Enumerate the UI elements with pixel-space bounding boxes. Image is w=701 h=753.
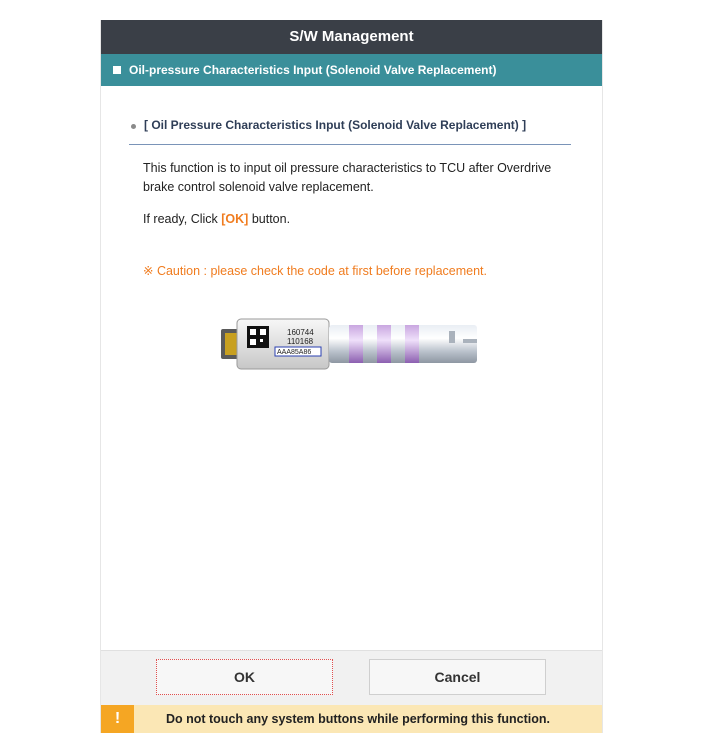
qr-dot-shape — [260, 339, 263, 342]
solenoid-valve-image — [219, 311, 481, 377]
qr-finder-shape — [250, 329, 256, 335]
window-title: S/W Management — [101, 20, 602, 54]
cancel-button[interactable]: Cancel — [369, 659, 546, 695]
bullet-icon — [131, 124, 136, 129]
slot-shape — [449, 331, 455, 343]
section-heading-text: [ Oil Pressure Characteristics Input (Solenoid Valve Replacement) ] — [144, 118, 527, 132]
purple-band-shape — [405, 325, 419, 363]
sw-management-dialog — [100, 20, 603, 733]
section-heading — [129, 118, 571, 145]
subheader-label: Oil-pressure Characteristics Input (Solenoid Valve Replacement) — [129, 63, 497, 77]
ready-prefix: If ready, Click — [143, 212, 222, 226]
qr-finder-shape — [250, 339, 256, 345]
subheader-bar — [101, 54, 602, 86]
description-text: This function is to input oil pressure characteristics to TCU after Overdrive brake control solenoid valve replacement. — [143, 161, 552, 194]
label-line-2: 110168 — [287, 337, 314, 346]
button-bar — [101, 650, 602, 706]
label-code: AAA85A86 — [277, 349, 312, 356]
purple-band-shape — [377, 325, 391, 363]
purple-band-shape — [349, 325, 363, 363]
label-line-1: 160744 — [287, 328, 314, 337]
slot-shape — [463, 339, 477, 343]
square-bullet-icon — [113, 66, 121, 74]
ready-suffix: button. — [248, 212, 291, 226]
ok-button[interactable]: OK — [156, 659, 333, 695]
caution-text: ※ Caution : please check the code at first before replacement. — [143, 264, 487, 278]
ready-instruction — [143, 212, 290, 226]
ready-ok-highlight: [OK] — [221, 212, 249, 226]
warning-icon: ! — [101, 705, 134, 733]
warning-text: Do not touch any system buttons while performing this function. — [165, 712, 551, 726]
qr-finder-shape — [260, 329, 266, 335]
content-area — [101, 86, 602, 650]
connector-pins-shape — [225, 333, 237, 355]
warning-bar — [101, 705, 602, 733]
